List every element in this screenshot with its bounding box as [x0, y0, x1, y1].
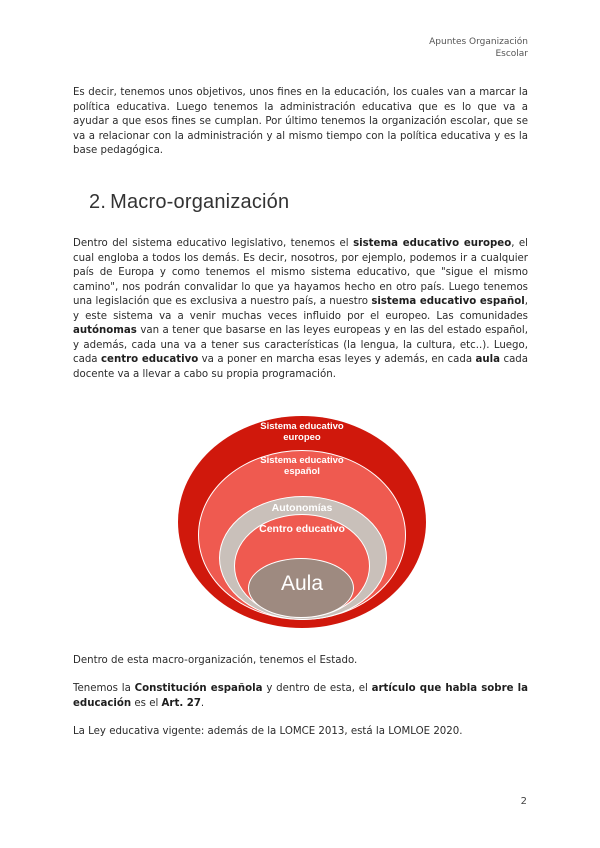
- label-autonomies: Autonomías: [271, 502, 333, 514]
- bold-term: sistema educativo español: [371, 296, 525, 307]
- bold-term: autónomas: [73, 325, 137, 336]
- label-classroom: Aula: [280, 572, 324, 595]
- header-title-line1: Apuntes Organización: [429, 37, 528, 47]
- bold-term: centro educativo: [101, 354, 199, 365]
- body-text: es el: [131, 697, 162, 709]
- intro-paragraph: Es decir, tenemos unos objetivos, unos fines en la educación, los cuales van a marcar la política educativa. Luego tenemos la administración educativa que es lo que va a ayudar a que esos fines se cumplan. Por último tenemos la organización escolar, que se va a relacionar con la administración y al mismo tiempo con la política educativa y es la base pedagógica.: [73, 87, 528, 156]
- law-paragraph: La Ley educativa vigente: además de la LOMCE 2013, está la LOMLOE 2020.: [73, 726, 463, 737]
- section-heading: [89, 191, 289, 214]
- nested-levels-diagram: [178, 416, 426, 628]
- bold-term: Constitución española: [134, 683, 263, 694]
- page-number: 2: [520, 796, 527, 807]
- label-europe: Sistema educativo europeo: [260, 421, 344, 443]
- body-text: cada docente va a llevar a cabo su propia programación.: [73, 354, 529, 380]
- body-text: , el cual engloba a todos los demás. Es decir, nosotros, por ejemplo, podemos ir a cualquier país de Europa y como tenemos el mismo sistema educativo, que "sigue el mismo camino", nos podrán convalidar lo que ya hayamos hecho en otro país. Luego tenemos una legislación que es exclusiva a nuestro país, a nuestro: [73, 238, 528, 307]
- label-spain: Sistema educativo español: [260, 455, 344, 477]
- bold-term: aula: [475, 354, 501, 365]
- page-header: [429, 36, 528, 60]
- body-text: y dentro de esta, el: [262, 683, 372, 694]
- body-text: , y este sistema va a venir muchas veces influido por el europeo. Las comunidades: [73, 296, 528, 322]
- section-title: Macro-organización: [110, 191, 290, 213]
- bold-term: Art. 27: [161, 697, 201, 709]
- constitution-paragraph: [73, 682, 528, 711]
- state-paragraph: Dentro de esta macro-organización, tenemos el Estado.: [73, 655, 358, 666]
- label-school: Centro educativo: [259, 523, 345, 535]
- body-text: van a tener que basarse en las leyes europeas y en las del estado español, y además, cada una va a tener sus características (la lengua, la cultura, etc..). Luego, cada: [73, 325, 528, 365]
- body-text: Tenemos la: [73, 683, 135, 694]
- bold-term: sistema educativo europeo: [353, 238, 512, 249]
- bold-term: artículo que habla sobre la educación: [73, 683, 528, 709]
- section-number: 2.: [89, 191, 107, 213]
- body-text: va a poner en marcha esas leyes y además, en cada: [198, 354, 476, 365]
- body-text: .: [200, 697, 205, 709]
- header-title-line2: Escolar: [495, 49, 528, 59]
- body-paragraph: [73, 237, 528, 382]
- body-text: Dentro del sistema educativo legislativo, tenemos el: [73, 238, 354, 249]
